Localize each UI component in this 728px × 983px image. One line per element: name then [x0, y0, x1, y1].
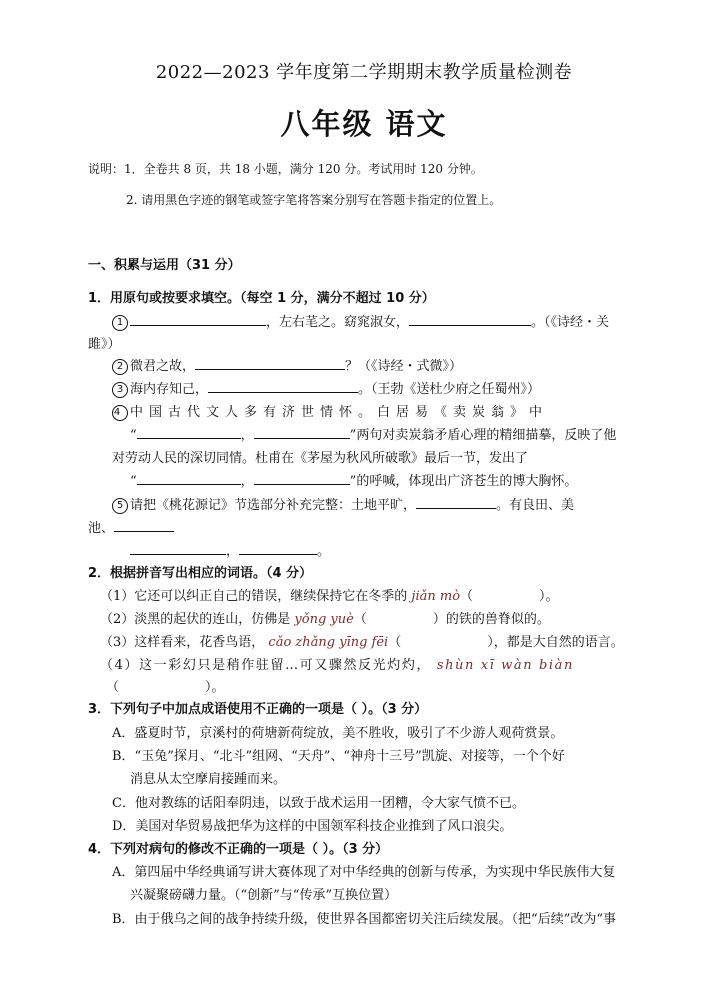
answer-blank[interactable] [254, 472, 350, 485]
answer-blank[interactable] [409, 313, 531, 326]
instruction-line-1: 说明：1．全卷共 8 页，共 18 小题，满分 120 分。考试用时 120 分钟。 [88, 162, 483, 176]
question-2-heading: 2．根据拼音写出相应的词语。（4 分） [88, 566, 313, 581]
q3-option-a[interactable]: A．盛夏时节，京溪村的荷塘新荷绽放，美不胜收，吸引了不少游人观荷赏景。 [112, 726, 564, 741]
q1-item-5: 5 请把《桃花源记》节选部分补充完整：土地平旷， 。有良田、美 [112, 494, 574, 514]
q3-option-d[interactable]: D．美国对华贸易战把华为这样的中国领军科技企业推到了风口浪尖。 [112, 819, 513, 834]
q2-item-4: （4）这一彩幻只是稍作驻留…可又骤然反光灼灼， shùn xī wàn biàn [100, 658, 574, 673]
exam-title: 2022—2023 学年度第二学期期末教学质量检测卷 [155, 62, 573, 83]
q1-item-4: 4 中国古代文人多有济世情怀。白居易《卖炭翁》中 [113, 405, 549, 420]
q2-item-4-line-2: （ ）。 [106, 680, 225, 695]
q1-item-1: 1 ，左右芼之。窈窕淑女， 。（《诗经・关 [112, 311, 609, 331]
answer-blank[interactable] [195, 357, 345, 370]
circled-number-5: 5 [112, 498, 128, 514]
answer-blank[interactable] [137, 472, 241, 485]
q1-item-5-line-3: ， 。 [130, 540, 330, 559]
section-1-heading: 一、积累与运用（31 分） [88, 258, 241, 273]
q3-option-b-cont: 消息从太空摩肩接踵而来。 [130, 772, 287, 787]
answer-blank[interactable] [114, 519, 174, 532]
circled-number-3: 3 [112, 382, 128, 398]
answer-blank[interactable] [208, 380, 358, 393]
answer-blank[interactable] [137, 426, 241, 439]
q3-option-b[interactable]: B．“玉兔”探月、“北斗”组网、“天舟”、“神舟十三号”凯旋、对接等，一个个好 [112, 749, 565, 764]
instruction-line-2: 2. 请用黑色字迹的钢笔或签字笔将答案分别写在答题卡指定的位置上。 [126, 193, 502, 207]
q1-item-3: 3 海内存知己， 。（王勃《送杜少府之任蜀州》） [112, 378, 540, 398]
subject-title: 八年级 语文 [280, 107, 448, 141]
q1-item-4-line-3: 对劳动人民的深切同情。杜甫在《茅屋为秋风所破歌》最后一节，发出了 [112, 451, 529, 466]
pinyin: yǒng yuè [294, 612, 354, 627]
q2-item-3: （3）这样看来，花香鸟语， cǎo zhǎng yīng fēi（ ），都是大自然的语言。 [100, 635, 624, 650]
q1-item-1-cont: 雎》） [88, 337, 121, 352]
q1-item-5-line-2: 池、 [88, 517, 174, 536]
answer-blank[interactable] [239, 542, 317, 555]
pinyin: shùn xī wàn biàn [436, 658, 574, 673]
q1-item-2: 2 微君之故， ？（《诗经・式微》） [112, 355, 462, 375]
question-4-heading: 4．下列对病句的修改不正确的一项是（ ）。（3 分） [88, 842, 389, 857]
pinyin: jiǎn mò [411, 589, 461, 604]
answer-blank[interactable] [254, 426, 350, 439]
answer-blank[interactable] [416, 496, 496, 509]
q4-option-b[interactable]: B．由于俄乌之间的战争持续升级，使世界各国都密切关注后续发展。（把“后续”改为“事 [112, 912, 616, 927]
question-1-heading: 1．用原句或按要求填空。（每空 1 分，满分不超过 10 分） [88, 291, 435, 306]
question-3-heading: 3．下列句子中加点成语使用不正确的一项是（ ）。（3 分） [88, 702, 428, 717]
q4-option-a[interactable]: A．第四届中华经典诵写讲大赛体现了对中华经典的创新与传承，为实现中华民族伟大复 [112, 865, 616, 880]
answer-blank[interactable] [130, 313, 266, 326]
q4-option-a-cont: 兴凝聚磅礴力量。（“创新”与“传承”互换位置） [130, 888, 398, 903]
q3-option-c[interactable]: C．他对教练的话阳奉阴违，以致于战术运用一团糟，令大家气愤不已。 [112, 796, 525, 811]
circled-number-1: 1 [112, 315, 128, 331]
circled-number-2: 2 [112, 359, 128, 375]
q1-item-4-line-4: “ ， ”的呼喊，体现出广济苍生的博大胸怀。 [130, 474, 578, 489]
q2-item-2: （2）淡黑的起伏的连山，仿佛是 yǒng yuè（ ）的铁的兽脊似的。 [100, 612, 550, 627]
q1-item-4-line-2: “ ， ”两句对卖炭翁矛盾心理的精细描摹，反映了他 [130, 428, 617, 443]
answer-blank[interactable] [130, 542, 226, 555]
q2-item-1: （1）它还可以纠正自己的错误，继续保持它在冬季的 jiǎn mò（ ）。 [100, 589, 559, 604]
pinyin: cǎo zhǎng yīng fēi [268, 635, 389, 650]
circled-number-4: 4 [112, 405, 128, 421]
